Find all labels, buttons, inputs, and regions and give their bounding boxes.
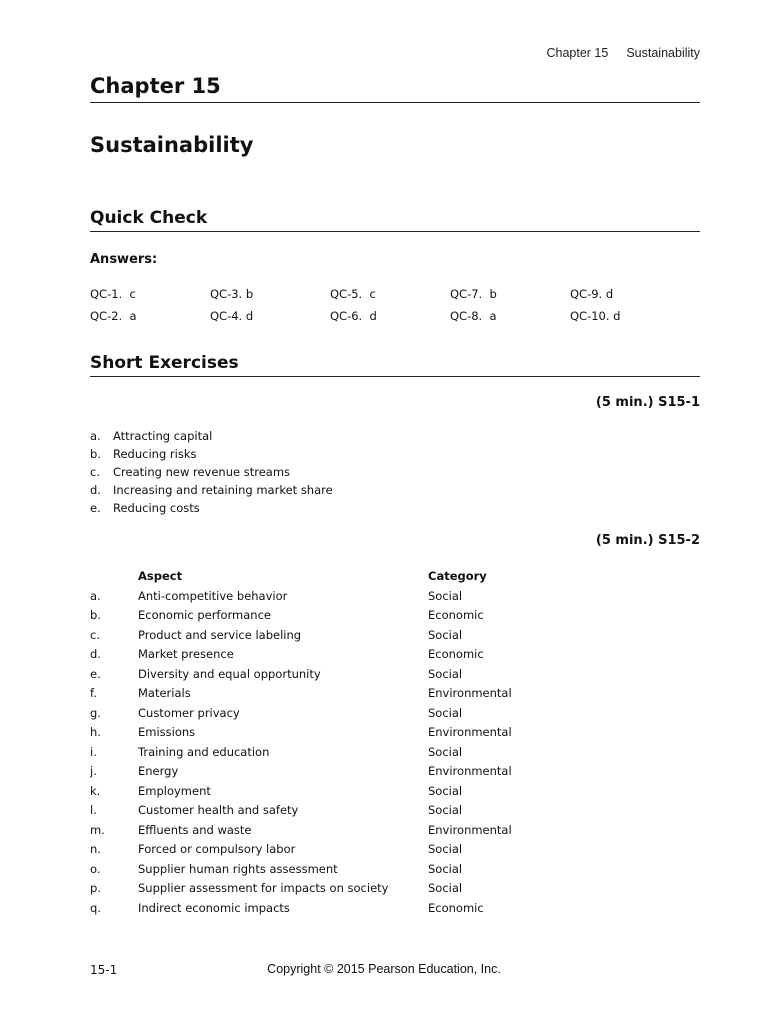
table-row bbox=[90, 842, 700, 862]
quick-check-answer: QC-7. b bbox=[450, 287, 497, 301]
table-row bbox=[90, 589, 700, 609]
quick-check-answer: QC-10. d bbox=[570, 309, 621, 323]
list-item-text: Reducing risks bbox=[113, 447, 197, 461]
exercise-tag-s15-2: (5 min.) S15-2 bbox=[595, 533, 700, 548]
list-item-letter: d. bbox=[90, 483, 101, 497]
quick-check-answer: QC-2. a bbox=[90, 309, 137, 323]
s15-1-list bbox=[90, 429, 700, 519]
quick-check-answer: QC-6. d bbox=[330, 309, 377, 323]
aspect-cell: Customer health and safety bbox=[138, 803, 299, 817]
table-row bbox=[90, 686, 700, 706]
category-cell: Economic bbox=[428, 647, 484, 661]
category-cell: Social bbox=[428, 881, 463, 895]
aspect-cell: Anti-competitive behavior bbox=[138, 588, 288, 603]
category-cell: Social bbox=[428, 861, 463, 876]
list-item bbox=[90, 447, 700, 465]
table-row bbox=[90, 803, 700, 823]
list-item-letter: b. bbox=[90, 447, 101, 461]
aspect-cell: Economic performance bbox=[138, 608, 271, 622]
quick-check-answer: QC-4. d bbox=[210, 309, 254, 323]
table-row bbox=[90, 667, 700, 687]
table-row bbox=[90, 862, 700, 882]
aspect-cell: Indirect economic impacts bbox=[138, 900, 290, 915]
table-header-row bbox=[90, 569, 700, 589]
row-letter: k. bbox=[90, 783, 101, 798]
running-header bbox=[546, 46, 700, 60]
quick-check-answer: QC-5. c bbox=[330, 287, 376, 301]
aspect-cell: Forced or compulsory labor bbox=[138, 842, 296, 856]
list-item bbox=[90, 465, 700, 483]
row-letter: a. bbox=[90, 588, 101, 603]
aspect-cell: Training and education bbox=[138, 744, 270, 759]
aspect-cell: Supplier assessment for impacts on society bbox=[138, 881, 389, 895]
list-item-text: Increasing and retaining market share bbox=[113, 483, 333, 497]
quick-check-answer: QC-9. d bbox=[570, 287, 614, 301]
row-letter: m. bbox=[90, 822, 105, 837]
aspect-cell: Market presence bbox=[138, 647, 234, 661]
category-cell: Economic bbox=[428, 900, 484, 915]
category-cell: Social bbox=[428, 783, 463, 798]
row-letter: g. bbox=[90, 705, 101, 720]
table-row bbox=[90, 823, 700, 843]
exercise-tag-s15-1: (5 min.) S15-1 bbox=[595, 395, 700, 410]
row-letter: e. bbox=[90, 666, 101, 681]
list-item-text: Creating new revenue streams bbox=[113, 465, 291, 479]
row-letter: q. bbox=[90, 900, 101, 915]
page-title: Sustainability bbox=[90, 133, 254, 157]
table-row bbox=[90, 784, 700, 804]
category-cell: Social bbox=[428, 705, 463, 720]
row-letter: l. bbox=[90, 803, 97, 817]
category-cell: Social bbox=[428, 803, 463, 817]
quick-check-answer: QC-8. a bbox=[450, 309, 497, 323]
category-cell: Environmental bbox=[428, 764, 512, 778]
running-header-chapter: Chapter 15 bbox=[546, 46, 609, 60]
column-header-aspect: Aspect bbox=[138, 569, 183, 583]
category-cell: Social bbox=[428, 744, 463, 759]
list-item-text: Attracting capital bbox=[113, 429, 213, 443]
quick-check-row bbox=[90, 309, 700, 331]
row-letter: h. bbox=[90, 725, 101, 739]
column-header-category: Category bbox=[428, 569, 487, 583]
category-cell: Social bbox=[428, 627, 463, 642]
category-cell: Environmental bbox=[428, 725, 512, 739]
aspect-cell: Product and service labeling bbox=[138, 627, 302, 642]
aspect-cell: Customer privacy bbox=[138, 705, 240, 720]
table-row bbox=[90, 745, 700, 765]
row-letter: b. bbox=[90, 608, 101, 622]
aspect-cell: Employment bbox=[138, 783, 211, 798]
copyright-notice: Copyright © 2015 Pearson Education, Inc. bbox=[267, 962, 501, 976]
aspect-cell: Energy bbox=[138, 764, 179, 778]
s15-2-rows bbox=[90, 589, 700, 921]
quick-check-row bbox=[90, 287, 700, 309]
quick-check-answer: QC-1. c bbox=[90, 287, 136, 301]
row-letter: p. bbox=[90, 881, 101, 895]
answers-label: Answers: bbox=[90, 252, 158, 267]
row-letter: o. bbox=[90, 861, 101, 876]
category-cell: Social bbox=[428, 588, 463, 603]
list-item-letter: c. bbox=[90, 465, 100, 479]
list-item bbox=[90, 429, 700, 447]
row-letter: j. bbox=[90, 764, 97, 778]
quick-check-answer: QC-3. b bbox=[210, 287, 254, 301]
list-item bbox=[90, 501, 700, 519]
quick-check-heading: Quick Check bbox=[90, 207, 700, 232]
list-item-letter: e. bbox=[90, 501, 101, 515]
short-exercises-heading: Short Exercises bbox=[90, 352, 700, 377]
quick-check-answers-grid bbox=[90, 287, 700, 331]
table-row bbox=[90, 628, 700, 648]
table-row bbox=[90, 901, 700, 921]
row-letter: i. bbox=[90, 744, 97, 759]
aspect-cell: Materials bbox=[138, 686, 191, 700]
category-cell: Environmental bbox=[428, 822, 512, 837]
table-row bbox=[90, 647, 700, 667]
category-cell: Social bbox=[428, 666, 463, 681]
running-header-topic: Sustainability bbox=[626, 46, 700, 60]
category-cell: Environmental bbox=[428, 686, 512, 700]
s15-2-table bbox=[90, 569, 700, 920]
row-letter: d. bbox=[90, 647, 101, 661]
category-cell: Economic bbox=[428, 608, 484, 622]
row-letter: f. bbox=[90, 686, 97, 700]
table-row bbox=[90, 725, 700, 745]
aspect-cell: Supplier human rights assessment bbox=[138, 861, 338, 876]
chapter-heading: Chapter 15 bbox=[90, 72, 700, 103]
table-row bbox=[90, 706, 700, 726]
category-cell: Social bbox=[428, 842, 463, 856]
list-item bbox=[90, 483, 700, 501]
row-letter: c. bbox=[90, 627, 100, 642]
table-row bbox=[90, 608, 700, 628]
row-letter: n. bbox=[90, 842, 101, 856]
list-item-text: Reducing costs bbox=[113, 501, 200, 515]
aspect-cell: Emissions bbox=[138, 725, 196, 739]
page-number: 15-1 bbox=[90, 963, 118, 977]
table-row bbox=[90, 881, 700, 901]
table-row bbox=[90, 764, 700, 784]
aspect-cell: Diversity and equal opportunity bbox=[138, 666, 321, 681]
list-item-letter: a. bbox=[90, 429, 101, 443]
aspect-cell: Effluents and waste bbox=[138, 822, 252, 837]
